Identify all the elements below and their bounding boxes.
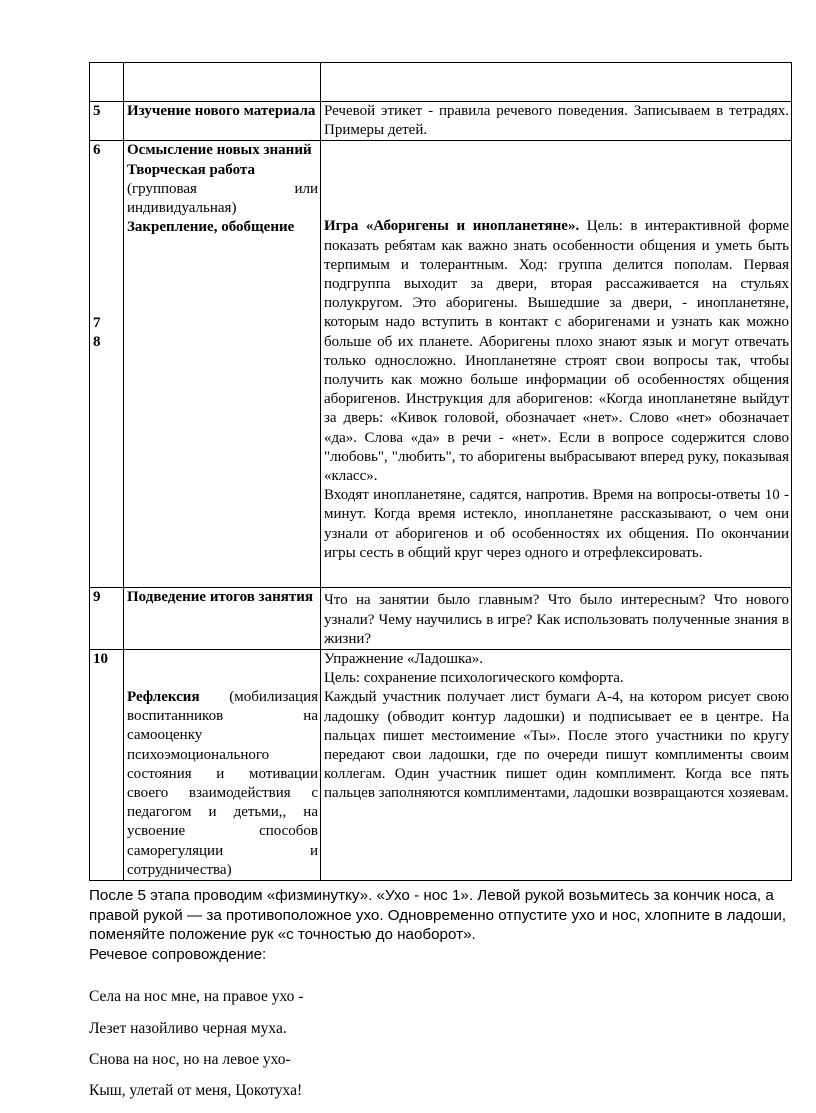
physical-minute-paragraph: После 5 этапа проводим «физминутку». «Ухо - нос 1». Левой рукой возьмитесь за кончик носа, а правой рукой — за противоположное ухо. Одновременно отпустите ухо и нос, хлопните в ладоши, поменяйте положение рук «с точностью до наоборот». bbox=[89, 887, 787, 943]
table-row-empty bbox=[90, 63, 792, 102]
stage-comprehension bbox=[124, 141, 321, 588]
verse-line-3: Снова на нос, но на левое ухо- bbox=[89, 1051, 291, 1068]
game-description: Цель: в интерактивной форме показать ребятам как важно знать особенности общения и уметь быть терпимым и толерантным. Ход: группа делится пополам. Первая подгруппа выходит за двери, вторая рассаживается на стульях полукругом. Это аборигены. Вышедшие за двери, - инопланетяне, которым надо вступить в контакт с аборигенами и узнать как можно больше об их планете. Аборигены плохо знают язык и могут отвечать только односложно. Инопланетяне строят свои вопросы так, чтобы получить как можно больше информации об особенностях общения аборигенов. Инструкция для аборигенов: «Когда инопланетяне выйдут за дверь: «Кивок головой, обозначает «нет». Слово «нет» обозначает «да». Слова «да» в речи - «нет». Если в вопросе содержится слово "любовь", "любить", то аборигены выбрасывают вперед руку, показывая «класс». bbox=[324, 218, 790, 485]
stage-label: Изучение нового материала bbox=[127, 103, 316, 119]
stage-reflection-note: (мобилизация воспитанников на самооценку психоэмоционального состояния и мотивации своего взаимодействия с педагогом и детьми,, на усвоение способов саморегуляции и сотрудничества) bbox=[127, 689, 318, 878]
stage-reflection-text bbox=[127, 688, 318, 880]
stage-creative-note: (групповая или индивидуальная) bbox=[127, 180, 318, 217]
row-number-10: 10 bbox=[90, 650, 124, 881]
row-number-7: 7 bbox=[93, 314, 101, 331]
table-row-5 bbox=[90, 102, 792, 141]
game-continuation: Входят инопланетяне, садятся, напротив. Время на вопросы-ответы 10 - минут. Когда время истекло, инопланетяне рассказывают, о чем они узнали от аборигенов и об особенностях их общения. По окончании игры сесть в общий круг через одного и отрефлексировать. bbox=[324, 487, 789, 561]
stage-creative-label: Творческая работа bbox=[127, 161, 255, 178]
cell-num-empty bbox=[90, 63, 124, 102]
stage-consolidation-label: Закрепление, обобщение bbox=[127, 219, 295, 236]
exercise-goal: Цель: сохранение психологического комфорта. bbox=[324, 670, 624, 687]
lesson-plan-table bbox=[89, 62, 792, 881]
verse-line-1: Села на нос мне, на правое ухо - bbox=[89, 988, 304, 1005]
stage-study-new-material bbox=[124, 102, 321, 141]
row-number-9: 9 bbox=[90, 588, 124, 650]
exercise-title: Упражнение «Ладошка». bbox=[324, 651, 483, 668]
cell-stage-empty bbox=[124, 63, 321, 102]
cell-content-empty bbox=[321, 63, 792, 102]
stage-reflection bbox=[124, 650, 321, 881]
table-row-10 bbox=[90, 650, 792, 881]
row-numbers-6-8 bbox=[90, 141, 124, 588]
stage-summary-label: Подведение итогов занятия bbox=[127, 589, 313, 606]
exercise-description: Каждый участник получает лист бумаги А-4, на котором рисует свою ладошку (обводит контур ладошки) и подписывает ее в центре. На пальцах пишет местоимение «Ты». После этого участники по кругу передают свои ладошки, где по очереди пишут комплименты своим коллегам. Один участник пишет один комплимент. Когда все пять пальцев заполняются комплиментами, ладошки возвращаются хозяевам. bbox=[324, 689, 789, 802]
table-row-6-8 bbox=[90, 141, 792, 588]
content-summary-questions: Что на занятии было главным? Что было интересным? Что нового узнали? Чему научились в игре? Как использовать полученные знания в жизни? bbox=[321, 588, 792, 650]
row-number-5: 5 bbox=[90, 102, 124, 141]
speech-accompaniment-label: Речевое сопровождение: bbox=[89, 946, 267, 963]
stage-summary bbox=[124, 588, 321, 650]
stage-reflection-label: Рефлексия bbox=[127, 689, 200, 706]
game-paragraph bbox=[324, 217, 789, 486]
row-number-6: 6 bbox=[93, 142, 101, 159]
content-speech-etiquette: Речевой этикет - правила речевого поведения. Записываем в тетрадях. Примеры детей. bbox=[321, 102, 792, 141]
stage-comprehension-label: Осмысление новых знаний bbox=[127, 142, 312, 159]
game-title: Игра «Аборигены и инопланетяне». bbox=[324, 218, 580, 235]
row-number-8: 8 bbox=[93, 333, 101, 350]
verse-line-4: Кыш, улетай от меня, Цокотуха! bbox=[89, 1082, 303, 1099]
content-exercise bbox=[321, 650, 792, 881]
table-row-9 bbox=[90, 588, 792, 650]
content-game bbox=[321, 141, 792, 588]
verse-line-2: Лезет назойливо черная муха. bbox=[89, 1020, 287, 1037]
